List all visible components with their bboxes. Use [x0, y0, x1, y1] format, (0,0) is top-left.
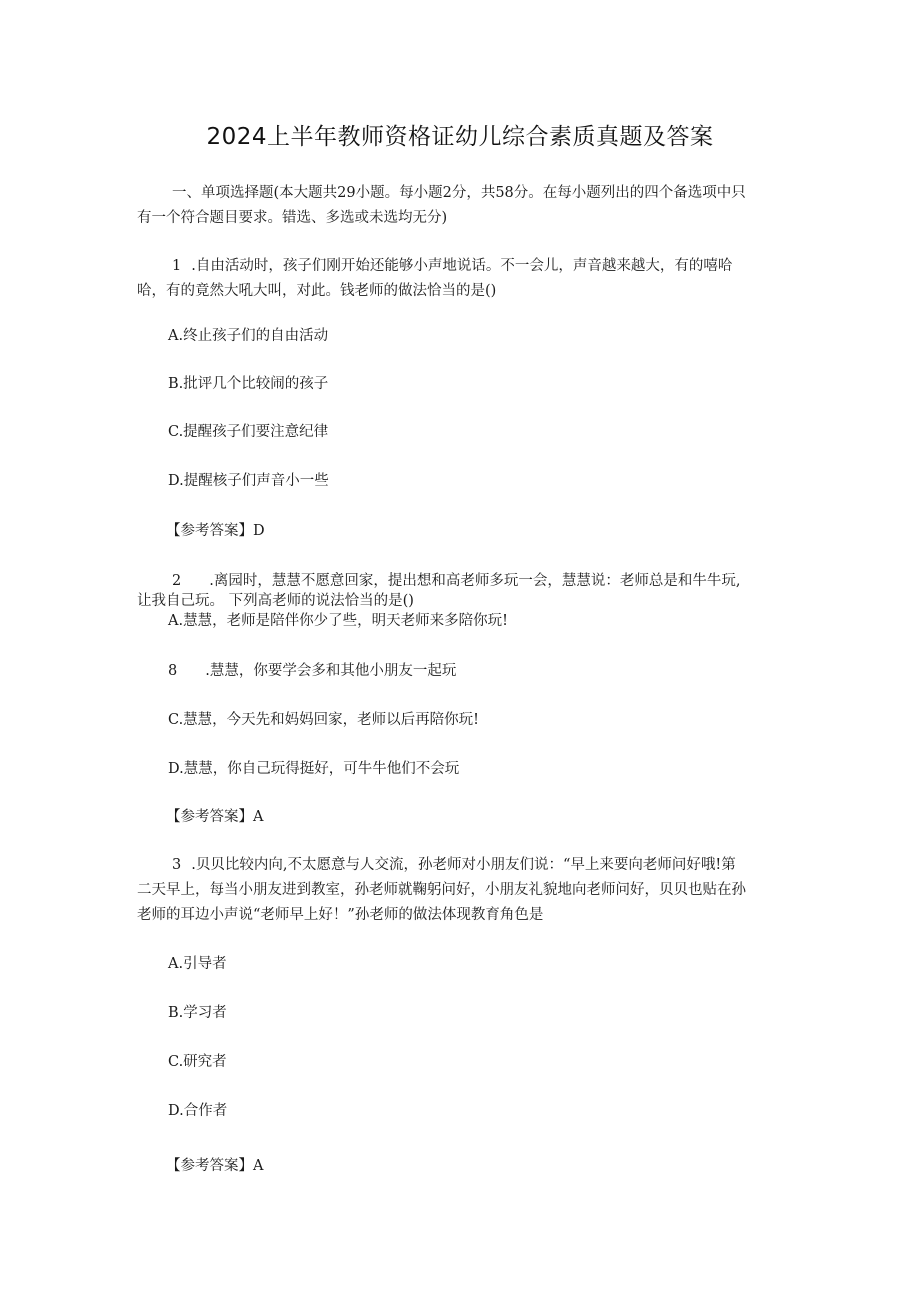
q1-option-b: B.批评几个比较闹的孩子 [168, 376, 329, 392]
q3-line1 [172, 854, 736, 877]
q2-option-b-number: 8 [168, 663, 178, 679]
q2-option-c: C.慧慧，今天先和妈妈回家，老师以后再陪你玩! [168, 712, 480, 728]
document-title: 2024上半年教师资格证幼儿综合素质真题及答案 [206, 124, 714, 150]
q3-number: 3 [172, 857, 182, 873]
q3-line2: 二天早上，每当小朋友进到教室，孙老师就鞠躬问好，小朋友礼貌地向老师问好，贝贝也贴在孙 [137, 882, 746, 898]
q3-option-a: A.引导者 [168, 956, 227, 972]
q1-line1 [172, 255, 732, 278]
q2-line2: 让我自己玩。 下列高老师的说法恰当的是() [137, 593, 414, 609]
q2-option-a: A.慧慧，老师是陪伴你少了些，明天老师来多陪你玩! [168, 613, 508, 629]
q3-answer: 【参考答案】A [166, 1158, 264, 1174]
q2-option-d: D.慧慧，你自己玩得挺好，可牛牛他们不会玩 [168, 761, 460, 777]
q1-option-d: D.提醒核子们声音小一些 [168, 473, 329, 489]
q1-number: 1 [172, 258, 182, 274]
q2-answer: 【参考答案】A [166, 809, 264, 825]
q2-option-b-text: .慧慧，你要学会多和其他小朋友一起玩 [205, 663, 457, 679]
q1-text-line1: .自由活动时，孩子们刚开始还能够小声地说话。不一会儿，声音越来越大，有的嘻哈 [191, 258, 733, 274]
q3-line3: 老师的耳边小声说“老师早上好！”孙老师的做法体现教育角色是 [137, 907, 544, 923]
section-intro-line1: 一、单项选择题(本大题共29小题。每小题2分，共58分。在每小题列出的四个备选项中只 [172, 185, 746, 201]
section-intro-line2: 有一个符合题目要求。错选、多选或未选均无分) [137, 210, 448, 226]
q1-option-c: C.提醒孩子们要注意纪律 [168, 424, 329, 440]
q2-text-line1: .离园时，慧慧不愿意回家，提出想和高老师多玩一会，慧慧说：老师总是和牛牛玩, [209, 573, 741, 589]
q3-option-b: B.学习者 [168, 1005, 227, 1021]
q1-line2: 哈，有的竟然大吼大叫，对此。钱老师的做法恰当的是() [137, 283, 497, 299]
q1-answer: 【参考答案】D [166, 523, 265, 539]
q3-text-line1: .贝贝比较内向,不太愿意与人交流，孙老师对小朋友们说：“早上来要向老师问好哦!第 [191, 857, 736, 873]
q2-option-b [168, 660, 456, 683]
q2-number: 2 [172, 573, 182, 589]
q3-option-d: D.合作者 [168, 1103, 228, 1119]
q3-option-c: C.研究者 [168, 1054, 227, 1070]
q1-option-a: A.终止孩子们的自由活动 [168, 328, 329, 344]
